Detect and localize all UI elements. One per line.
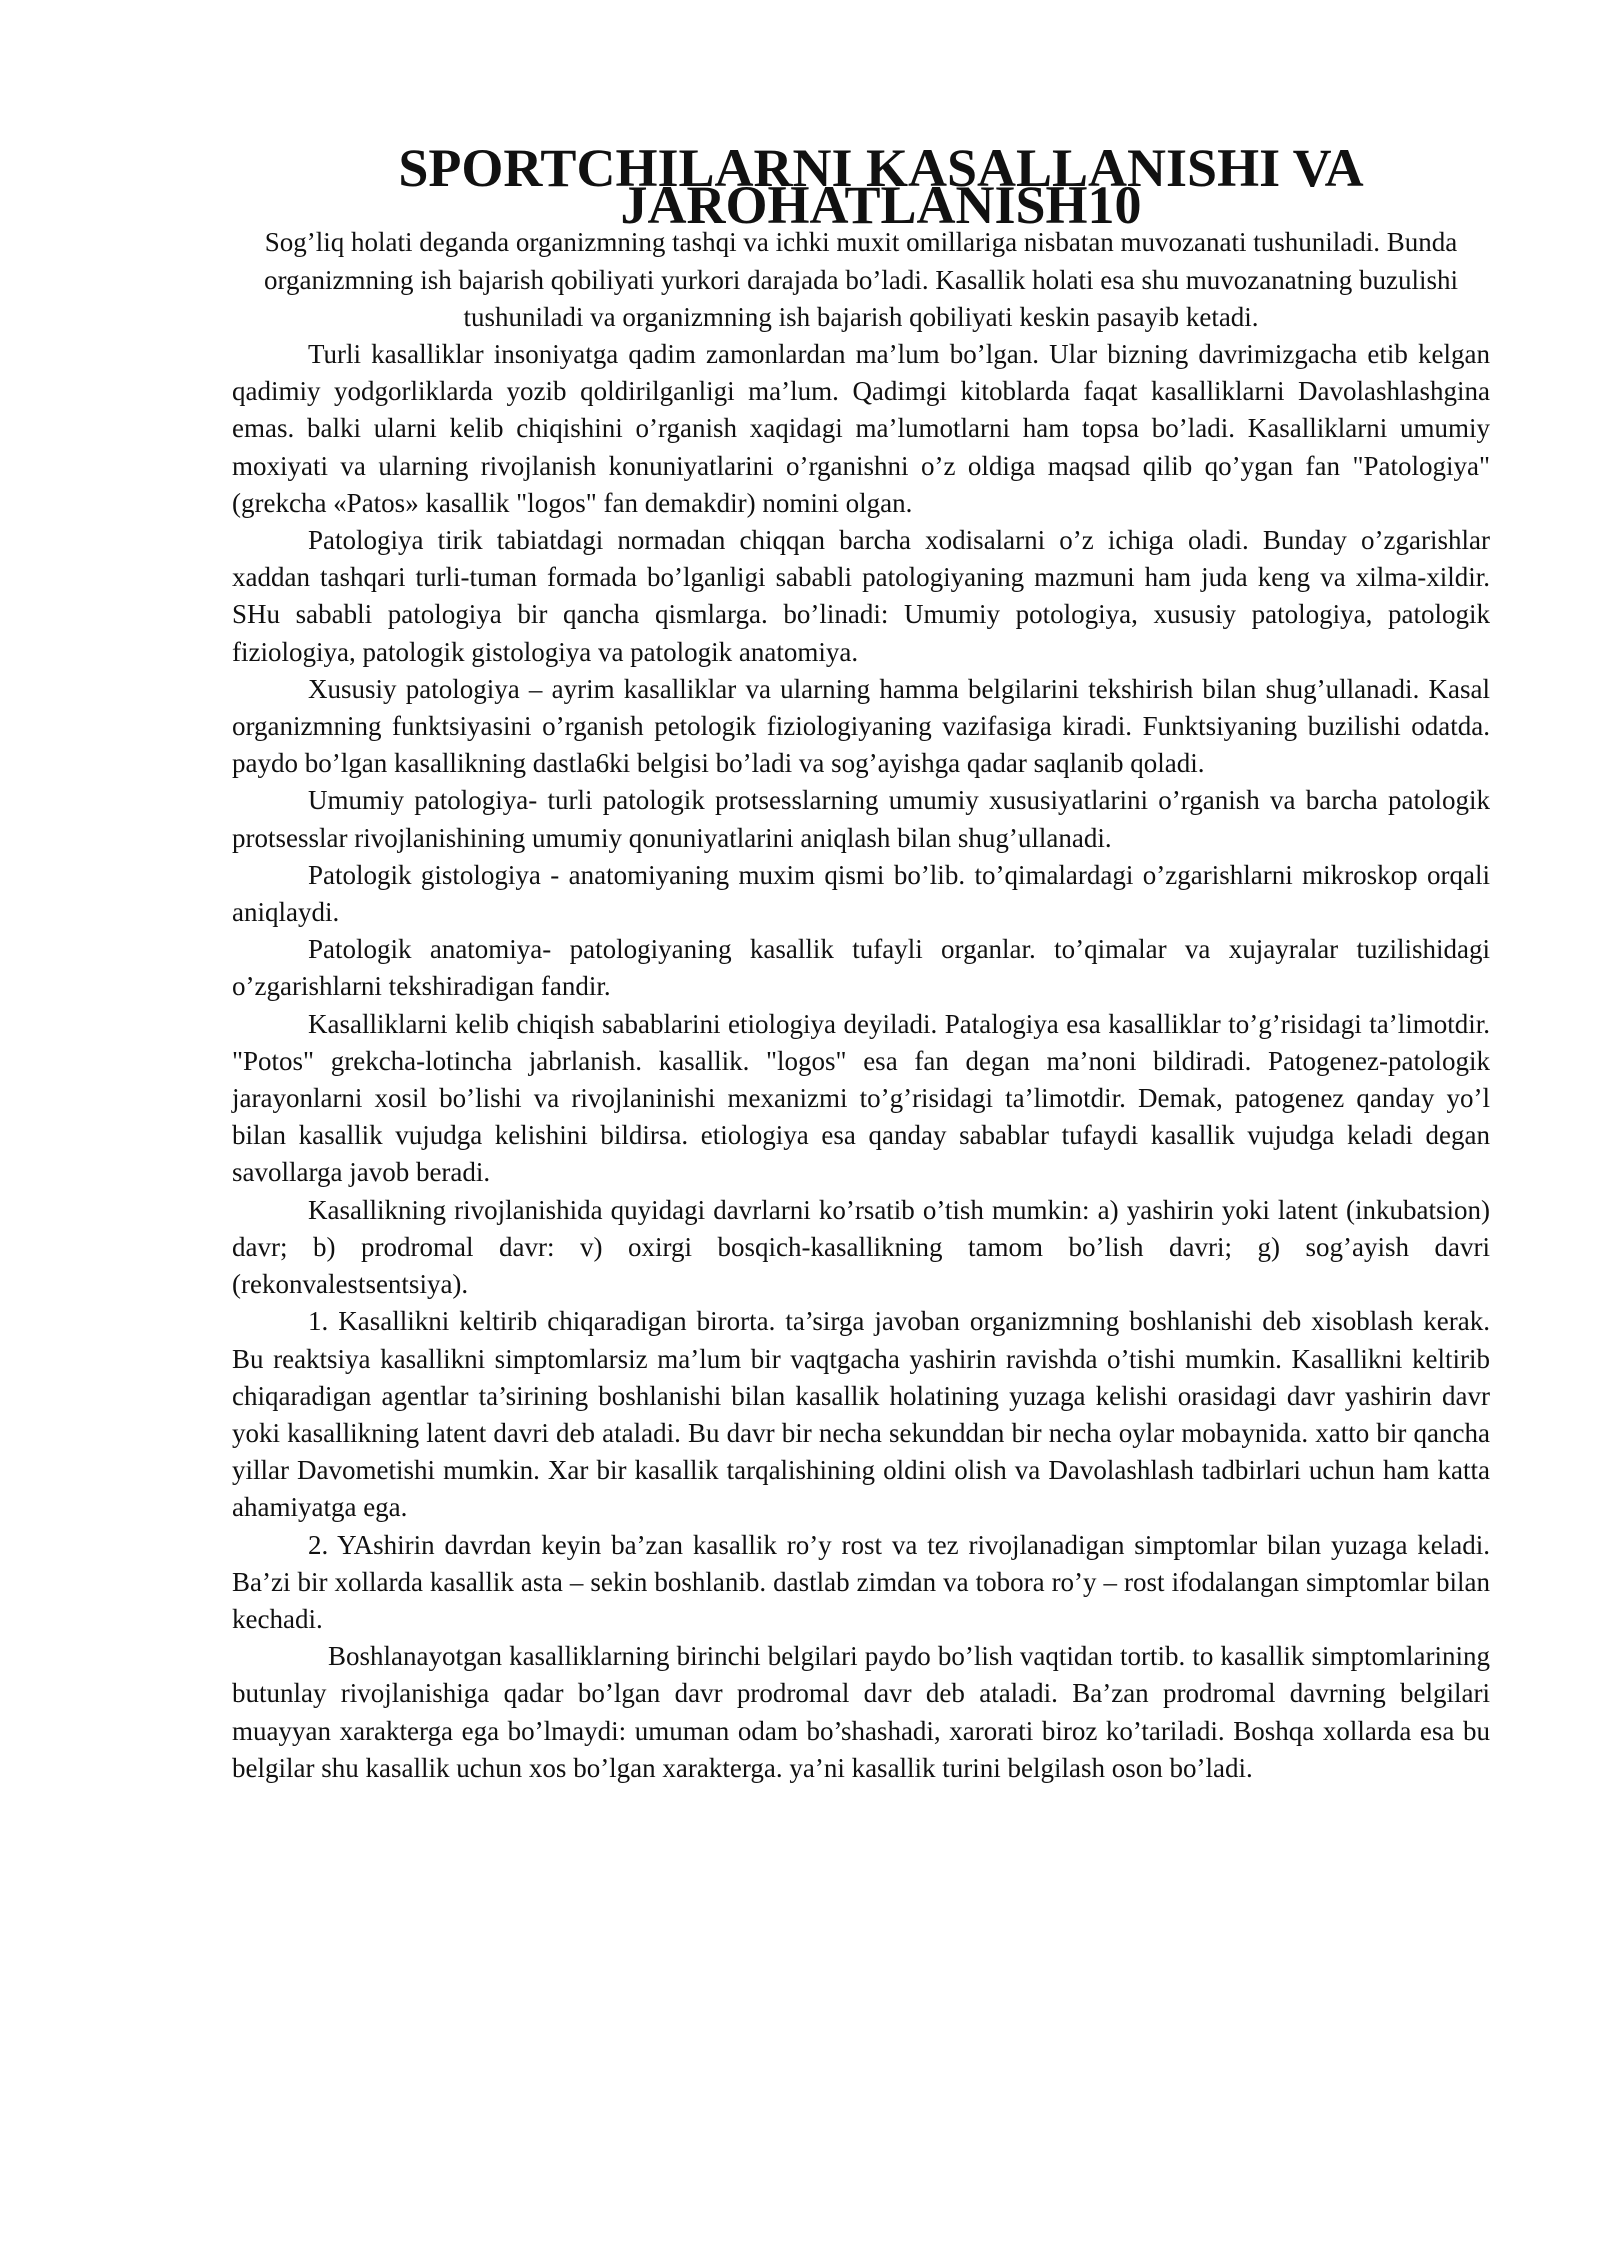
paragraph: Turli kasalliklar insoniyatga qadim zamonlardan ma’lum bo’lgan. Ular bizning davrimizgacha etib kelgan qadimiy yodgorliklarda yozib qoldirilganligi ma’lum. Qadimgi kitoblarda faqat kasalliklarni Davolashlashgina emas. balki ularni kelib chiqishini o’rganish xaqidagi ma’lumotlarni ham topsa bo’ladi. Kasalliklarni umumiy moxiyati va ularning rivojlanish konuniyatlarini o’rganishni o’z oldiga maqsad qilib qo’ygan fan "Patologiya" (grekcha «Patos» kasallik "logos" fan demakdir) nomini olgan. xyxy=(232,339,1490,518)
numbered-paragraph: 1. Kasallikni keltirib chiqaradigan birorta. ta’sirga javoban organizmning boshlanishi deb xisoblash kerak. Bu reaktsiya kasallikni simptomlarsiz ma’lum bir vaqtgacha yashirin ravishda o’tishi mumkin. Kasallikni keltirib chiqaradigan agentlar ta’sirining boshlanishi bilan kasallik holatining yuzaga kelishi orasidagi davr yashirin davr yoki kasallikning latent davri deb ataladi. Bu davr bir necha sekunddan bir necha oylar mobaynida. xatto bir qancha yillar Davometishi mumkin. Xar bir kasallik tarqalishining oldini olish va Davolashlash tadbirlari uchun ham katta ahamiyatga ega. xyxy=(232,1306,1490,1523)
paragraph: Umumiy patologiya- turli patologik protsesslarning umumiy xususiyatlarini o’rganish va barcha patologik protsesslar rivojlanishining umumiy qonuniyatlarini aniqlash bilan shug’ullanadi. xyxy=(232,785,1490,853)
paragraph: Kasalliklarni kelib chiqish sabablarini etiologiya deyiladi. Patalogiya esa kasalliklar to’g’risidagi ta’limotdir. "Potos" grekcha-lotincha jabrlanish. kasallik. "logos" esa fan degan ma’noni bildiradi. Patogenez-patologik jarayonlarni xosil bo’lishi va rivojlaninishi mexanizmi to’g’risidagi ta’limotdir. Demak, patogenez qanday yo’l bilan kasallik vujudga kelishini bildirsa. etiologiya esa qanday sabablar tufaydi kasallik vujudga keladi degan savollarga javob beradi. xyxy=(232,1008,1490,1188)
paragraph: Xususiy patologiya – ayrim kasalliklar va ularning hamma belgilarini tekshirish bilan shug’ullanadi. Kasal organizmning funktsiyasini o’rganish petologik fiziologiyaning vazifasiga kiradi. Funktsiyaning buzilishi odatda. paydo bo’lgan kasallikning dastla6ki belgisi bo’ladi va sog’ayishga qadar saqlanib qoladi. xyxy=(232,673,1490,779)
paragraph: Boshlanayotgan kasalliklarning birinchi belgilari paydo bo’lish vaqtidan tortib. to kasallik simptomlarining butunlay rivojlanishiga qadar bo’lgan davr prodromal davr deb ataladi. Ba’zan prodromal davrning belgilari muayyan xarakterga ega bo’lmaydi: umuman odam bo’shashadi, xarorati biroz ko’tariladi. Boshqa xollarda esa bu belgilar shu kasallik uchun xos bo’lgan xarakterga. ya’ni kasallik turini belgilash oson bo’ladi. xyxy=(232,1641,1490,1783)
document-page xyxy=(232,138,1490,1787)
paragraph: Patologik gistologiya - anatomiyaning muxim qismi bo’lib. to’qimalardagi o’zgarishlarni mikroskop orqali aniqlaydi. xyxy=(232,859,1490,928)
numbered-paragraph: 2. YAshirin davrdan keyin ba’zan kasallik ro’y rost va tez rivojlanadigan simptomlar bilan yuzaga keladi. Ba’zi bir xollarda kasallik asta – sekin boshlanib. dastlab zimdan va tobora ro’y – rost ifodalangan simptomlar bilan kechadi. xyxy=(232,1529,1490,1634)
paragraph: Patologiya tirik tabiatdagi normadan chiqqan barcha xodisalarni o’z ichiga oladi. Bunday o’zgarishlar xaddan tashqari turli-tuman formada bo’lganligi sababli patologiyaning mazmuni ham juda keng va xilma-xildir. SHu sababli patologiya bir qancha qismlarga. bo’linadi: Umumiy potologiya, xususiy patologiya, patologik fiziologiya, patologik gistologiya va patologik anatomiya. xyxy=(232,525,1490,667)
paragraph: Kasallikning rivojlanishida quyidagi davrlarni ko’rsatib o’tish mumkin: a) yashirin yoki latent (inkubatsion) davr; b) prodromal davr: v) oxirgi bosqich-kasallikning tamom bo’lish davri; g) sog’ayish davri (rekonvalestsentsiya). xyxy=(232,1194,1490,1300)
intro-paragraph: Sog’liq holati deganda organizmning tashqi va ichki muxit omillariga nisbatan muvozanati tushuniladi. Bunda organizmning ish bajarish qobiliyati yurkori darajada bo’ladi. Kasallik holati esa shu muvozanatning buzulishi tushuniladi va organizmning ish bajarish qobiliyati keskin pasayib ketadi. xyxy=(264,227,1458,332)
paragraph: Patologik anatomiya- patologiyaning kasallik tufayli organlar. to’qimalar va xujayralar tuzilishidagi o’zgarishlarni tekshiradigan fandir. xyxy=(232,934,1490,1002)
document-title: SPORTCHILARNI KASALLANISHI VA JAROHATLANISH10 xyxy=(398,138,1364,236)
